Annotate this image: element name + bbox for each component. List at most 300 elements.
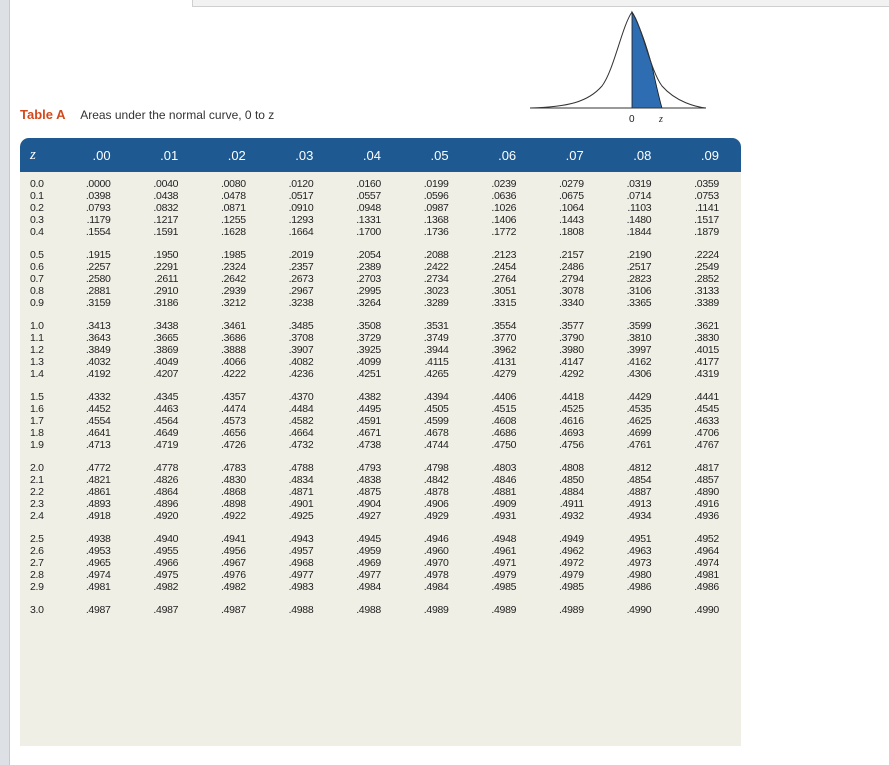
area-value: .3461	[221, 320, 246, 332]
area-value: .4898	[221, 498, 246, 510]
area-value: .3944	[423, 344, 449, 356]
z-value: 0.4	[30, 226, 44, 238]
area-value: .4981	[694, 569, 719, 581]
area-value: .4949	[558, 533, 584, 545]
area-value: .4951	[626, 533, 652, 545]
z-value: 2.0	[30, 462, 44, 474]
area-value: .3340	[558, 297, 584, 309]
area-value: .3925	[356, 344, 381, 356]
area-value: .0040	[153, 178, 179, 190]
area-value: .3980	[558, 344, 584, 356]
area-value: .2995	[356, 285, 381, 297]
area-value: .4812	[626, 462, 652, 474]
area-value: .4953	[85, 545, 111, 557]
area-value: .0120	[288, 178, 314, 190]
area-value: .3907	[288, 344, 314, 356]
area-value: .4987	[85, 604, 111, 616]
z-value: 2.4	[30, 510, 44, 522]
table-row	[20, 498, 741, 510]
area-value: .2764	[491, 273, 517, 285]
area-value: .4978	[423, 569, 449, 581]
area-value: .4927	[356, 510, 381, 522]
shaded-area	[632, 12, 662, 108]
area-value: .4319	[694, 368, 719, 380]
area-value: .2967	[288, 285, 314, 297]
area-value: .1879	[694, 226, 719, 238]
area-value: .3186	[153, 297, 179, 309]
area-value: .1141	[694, 202, 719, 214]
z-value: 1.5	[30, 391, 44, 403]
area-value: .1772	[491, 226, 517, 238]
z-value: 2.8	[30, 569, 44, 581]
area-value: .4545	[694, 403, 719, 415]
area-value: .2486	[558, 261, 584, 273]
area-value: .4066	[221, 356, 246, 368]
table-row	[20, 249, 741, 261]
area-value: .4633	[694, 415, 719, 427]
area-value: .4955	[153, 545, 179, 557]
area-value: .4463	[153, 403, 179, 415]
area-value: .4177	[694, 356, 719, 368]
area-value: .4495	[356, 403, 381, 415]
area-value: .2852	[694, 273, 719, 285]
area-value: .4265	[423, 368, 449, 380]
area-value: .2549	[694, 261, 719, 273]
table-row	[20, 344, 741, 356]
area-value: .4826	[153, 474, 179, 486]
area-value: .4803	[491, 462, 517, 474]
area-value: .4989	[491, 604, 517, 616]
area-value: .4975	[153, 569, 179, 581]
table-row	[20, 214, 741, 226]
normal-curve	[530, 12, 706, 108]
area-value: .1406	[491, 214, 517, 226]
z-value: 1.7	[30, 415, 44, 427]
area-value: .3554	[491, 320, 517, 332]
area-value: .4911	[559, 498, 584, 510]
area-value: .4535	[626, 403, 652, 415]
table-row	[20, 297, 741, 309]
area-value: .4881	[491, 486, 517, 498]
curve-zero-label: 0	[629, 114, 635, 125]
area-value: .4985	[491, 581, 517, 593]
area-value: .4131	[491, 356, 517, 368]
header-col: .08	[633, 147, 652, 163]
area-value: .4929	[423, 510, 449, 522]
area-value: .4838	[356, 474, 381, 486]
z-value: 0.2	[30, 202, 44, 214]
area-value: .4761	[626, 439, 652, 451]
area-value: .4474	[221, 403, 246, 415]
table-row	[20, 391, 741, 403]
area-value: .0478	[221, 190, 246, 202]
area-value: .2673	[288, 273, 314, 285]
row-group	[20, 249, 741, 309]
area-value: .0987	[423, 202, 449, 214]
area-value: .4525	[558, 403, 584, 415]
area-value: .3708	[288, 332, 314, 344]
area-value: .4948	[491, 533, 517, 545]
table-row	[20, 545, 741, 557]
table-row	[20, 486, 741, 498]
z-value: 2.2	[30, 486, 44, 498]
area-value: .4963	[626, 545, 652, 557]
area-value: .1480	[626, 214, 652, 226]
area-value: .3365	[626, 297, 652, 309]
z-value: 2.7	[30, 557, 44, 569]
z-value: 0.8	[30, 285, 44, 297]
area-value: .2389	[356, 261, 381, 273]
area-value: .0517	[288, 190, 314, 202]
area-value: .4969	[356, 557, 381, 569]
area-value: .4147	[558, 356, 584, 368]
area-value: .4441	[694, 391, 719, 403]
table-row	[20, 226, 741, 238]
area-value: .4896	[153, 498, 179, 510]
area-value: .4979	[491, 569, 517, 581]
area-value: .4916	[694, 498, 719, 510]
area-value: .0080	[221, 178, 246, 190]
area-value: .4678	[423, 427, 449, 439]
area-value: .3238	[288, 297, 314, 309]
area-value: .3133	[694, 285, 719, 297]
area-value: .3413	[85, 320, 111, 332]
area-value: .4830	[221, 474, 246, 486]
area-value: .3599	[626, 320, 652, 332]
table-row	[20, 320, 741, 332]
area-value: .4861	[85, 486, 111, 498]
table-row	[20, 604, 741, 616]
area-value: .4279	[491, 368, 517, 380]
area-value: .2642	[221, 273, 246, 285]
z-value: 1.3	[30, 356, 44, 368]
area-value: .4719	[153, 439, 179, 451]
area-value: .4222	[221, 368, 246, 380]
area-value: .1217	[153, 214, 179, 226]
area-value: .2703	[356, 273, 381, 285]
area-value: .4732	[288, 439, 314, 451]
area-value: .4778	[153, 462, 179, 474]
area-value: .1700	[356, 226, 381, 238]
area-value: .2257	[85, 261, 111, 273]
z-value: 0.9	[30, 297, 44, 309]
area-value: .4842	[423, 474, 449, 486]
area-value: .4972	[558, 557, 584, 569]
area-value: .2823	[626, 273, 652, 285]
area-value: .0753	[694, 190, 719, 202]
area-value: .1026	[491, 202, 517, 214]
area-value: .3830	[694, 332, 719, 344]
table-caption	[20, 107, 274, 122]
area-value: .4990	[626, 604, 652, 616]
area-value: .0398	[85, 190, 111, 202]
area-value: .4875	[356, 486, 381, 498]
area-value: .3770	[491, 332, 517, 344]
row-group	[20, 604, 741, 616]
area-value: .0279	[558, 178, 584, 190]
area-value: .4990	[694, 604, 719, 616]
area-value: .4834	[288, 474, 314, 486]
area-value: .4961	[491, 545, 517, 557]
area-value: .2019	[288, 249, 314, 261]
area-value: .4979	[558, 569, 584, 581]
area-value: .4974	[694, 557, 719, 569]
area-value: .4960	[423, 545, 449, 557]
header-col: .01	[160, 147, 179, 163]
table-row	[20, 474, 741, 486]
area-value: .3729	[356, 332, 381, 344]
area-value: .4968	[288, 557, 314, 569]
area-value: .4641	[85, 427, 111, 439]
area-value: .4938	[85, 533, 111, 545]
area-value: .0714	[626, 190, 652, 202]
area-value: .0239	[491, 178, 517, 190]
area-value: .4980	[626, 569, 652, 581]
area-value: .3508	[356, 320, 381, 332]
z-value: 3.0	[30, 604, 44, 616]
header-col: .00	[92, 147, 111, 163]
area-value: .2580	[85, 273, 111, 285]
area-value: .4850	[558, 474, 584, 486]
area-value: .3264	[356, 297, 381, 309]
area-value: .3078	[558, 285, 584, 297]
area-value: .2291	[153, 261, 179, 273]
header-col: .07	[565, 147, 584, 163]
area-value: .2324	[221, 261, 246, 273]
area-value: .4418	[558, 391, 584, 403]
area-value: .4981	[85, 581, 111, 593]
area-value: .4957	[288, 545, 314, 557]
area-value: .2088	[423, 249, 449, 261]
area-value: .4783	[221, 462, 246, 474]
area-value: .4625	[626, 415, 652, 427]
area-value: .1985	[221, 249, 246, 261]
row-group	[20, 462, 741, 522]
area-value: .2939	[221, 285, 246, 297]
area-value: .4934	[626, 510, 652, 522]
area-value: .4846	[491, 474, 517, 486]
area-value: .1443	[558, 214, 584, 226]
row-group	[20, 178, 741, 238]
area-value: .4591	[356, 415, 381, 427]
area-value: .0636	[491, 190, 517, 202]
area-value: .3849	[85, 344, 111, 356]
z-value: 2.9	[30, 581, 44, 593]
area-value: .4793	[356, 462, 381, 474]
area-value: .0871	[221, 202, 246, 214]
area-value: .4983	[288, 581, 314, 593]
table-row	[20, 285, 741, 297]
area-value: .4976	[221, 569, 246, 581]
area-value: .4236	[288, 368, 314, 380]
row-group	[20, 533, 741, 593]
table-row	[20, 415, 741, 427]
area-value: .4370	[288, 391, 314, 403]
area-value: .4946	[423, 533, 449, 545]
area-value: .4909	[491, 498, 517, 510]
area-value: .3810	[626, 332, 652, 344]
area-value: .0557	[356, 190, 381, 202]
z-value: 0.5	[30, 249, 44, 261]
area-value: .3790	[558, 332, 584, 344]
table-row	[20, 368, 741, 380]
area-value: .4788	[288, 462, 314, 474]
area-value: .4049	[153, 356, 179, 368]
area-value: .4962	[558, 545, 584, 557]
area-value: .4854	[626, 474, 652, 486]
area-value: .4985	[558, 581, 584, 593]
area-value: .2794	[558, 273, 584, 285]
area-value: .4918	[85, 510, 111, 522]
table-label: Table A	[20, 107, 66, 122]
area-value: .4207	[153, 368, 179, 380]
area-value: .3869	[153, 344, 179, 356]
area-value: .4452	[85, 403, 111, 415]
area-value: .2054	[356, 249, 381, 261]
row-group	[20, 320, 741, 380]
area-value: .1255	[221, 214, 246, 226]
area-value: .2881	[85, 285, 111, 297]
area-value: .2422	[423, 261, 449, 273]
row-group	[20, 391, 741, 451]
area-value: .4986	[626, 581, 652, 593]
area-value: .3023	[423, 285, 449, 297]
z-value: 1.2	[30, 344, 44, 356]
normal-table	[20, 138, 741, 746]
area-value: .1915	[85, 249, 111, 261]
area-value: .4977	[288, 569, 314, 581]
area-value: .0832	[153, 202, 179, 214]
area-value: .4767	[694, 439, 719, 451]
area-value: .4750	[491, 439, 517, 451]
z-value: 1.1	[30, 332, 44, 344]
header-col: .03	[295, 147, 314, 163]
area-value: .4904	[356, 498, 381, 510]
area-value: .2157	[558, 249, 584, 261]
area-value: .4649	[153, 427, 179, 439]
area-value: .4082	[288, 356, 314, 368]
area-value: .4940	[153, 533, 179, 545]
area-value: .4394	[423, 391, 449, 403]
header-col: .04	[362, 147, 381, 163]
area-value: .4967	[221, 557, 246, 569]
area-value: .4970	[423, 557, 449, 569]
area-value: .4251	[356, 368, 381, 380]
area-value: .4987	[221, 604, 246, 616]
area-value: .4357	[221, 391, 246, 403]
area-value: .1064	[558, 202, 584, 214]
area-value: .4664	[288, 427, 314, 439]
area-value: .4821	[85, 474, 111, 486]
area-value: .2357	[288, 261, 314, 273]
area-value: .4706	[694, 427, 719, 439]
area-value: .3686	[221, 332, 246, 344]
area-value: .4974	[85, 569, 111, 581]
table-row	[20, 533, 741, 545]
area-value: .4564	[153, 415, 179, 427]
table-row	[20, 356, 741, 368]
z-value: 2.3	[30, 498, 44, 510]
area-value: .4099	[356, 356, 381, 368]
area-value: .4971	[491, 557, 517, 569]
z-value: 1.0	[30, 320, 44, 332]
z-value: 2.5	[30, 533, 44, 545]
area-value: .4484	[288, 403, 314, 415]
area-value: .1591	[153, 226, 179, 238]
area-value: .4608	[491, 415, 517, 427]
area-value: .0438	[153, 190, 179, 202]
area-value: .4977	[356, 569, 381, 581]
area-value: .2454	[491, 261, 517, 273]
z-value: 1.6	[30, 403, 44, 415]
z-value: 2.6	[30, 545, 44, 557]
area-value: .1179	[86, 214, 111, 226]
area-value: .1103	[627, 202, 652, 214]
area-value: .2517	[626, 261, 652, 273]
area-value: .4920	[153, 510, 179, 522]
area-value: .4922	[221, 510, 246, 522]
area-value: .3531	[423, 320, 449, 332]
table-row	[20, 557, 741, 569]
table-header	[20, 138, 741, 172]
area-value: .1808	[558, 226, 584, 238]
normal-curve-figure	[528, 6, 708, 128]
table-description: Areas under the normal curve, 0 to z	[80, 108, 275, 122]
table-row	[20, 510, 741, 522]
area-value: .3888	[221, 344, 246, 356]
area-value: .3643	[85, 332, 111, 344]
area-value: .1517	[694, 214, 719, 226]
area-value: .4382	[356, 391, 381, 403]
area-value: .3315	[491, 297, 517, 309]
area-value: .4738	[356, 439, 381, 451]
area-value: .4868	[221, 486, 246, 498]
area-value: .4573	[221, 415, 246, 427]
area-value: .0160	[356, 178, 381, 190]
area-value: .3997	[626, 344, 652, 356]
area-value: .4906	[423, 498, 449, 510]
area-value: .4032	[85, 356, 111, 368]
table-row	[20, 202, 741, 214]
area-value: .3577	[558, 320, 584, 332]
area-value: .4931	[491, 510, 517, 522]
table-row	[20, 403, 741, 415]
area-value: .4817	[694, 462, 719, 474]
area-value: .3051	[491, 285, 517, 297]
area-value: .4582	[288, 415, 314, 427]
area-value: .3212	[221, 297, 246, 309]
table-row	[20, 439, 741, 451]
z-value: 0.0	[30, 178, 44, 190]
area-value: .4693	[558, 427, 584, 439]
area-value: .4901	[288, 498, 314, 510]
area-value: .4756	[558, 439, 584, 451]
area-value: .3289	[423, 297, 449, 309]
table-row	[20, 190, 741, 202]
z-value: 1.9	[30, 439, 44, 451]
area-value: .3749	[423, 332, 449, 344]
area-value: .2910	[153, 285, 179, 297]
area-value: .4952	[694, 533, 719, 545]
area-value: .0359	[694, 178, 719, 190]
area-value: .4162	[626, 356, 652, 368]
table-row	[20, 581, 741, 593]
area-value: .4936	[694, 510, 719, 522]
header-col: .05	[430, 147, 449, 163]
z-value: 2.1	[30, 474, 44, 486]
window-left-edge	[0, 0, 10, 765]
area-value: .3665	[153, 332, 179, 344]
